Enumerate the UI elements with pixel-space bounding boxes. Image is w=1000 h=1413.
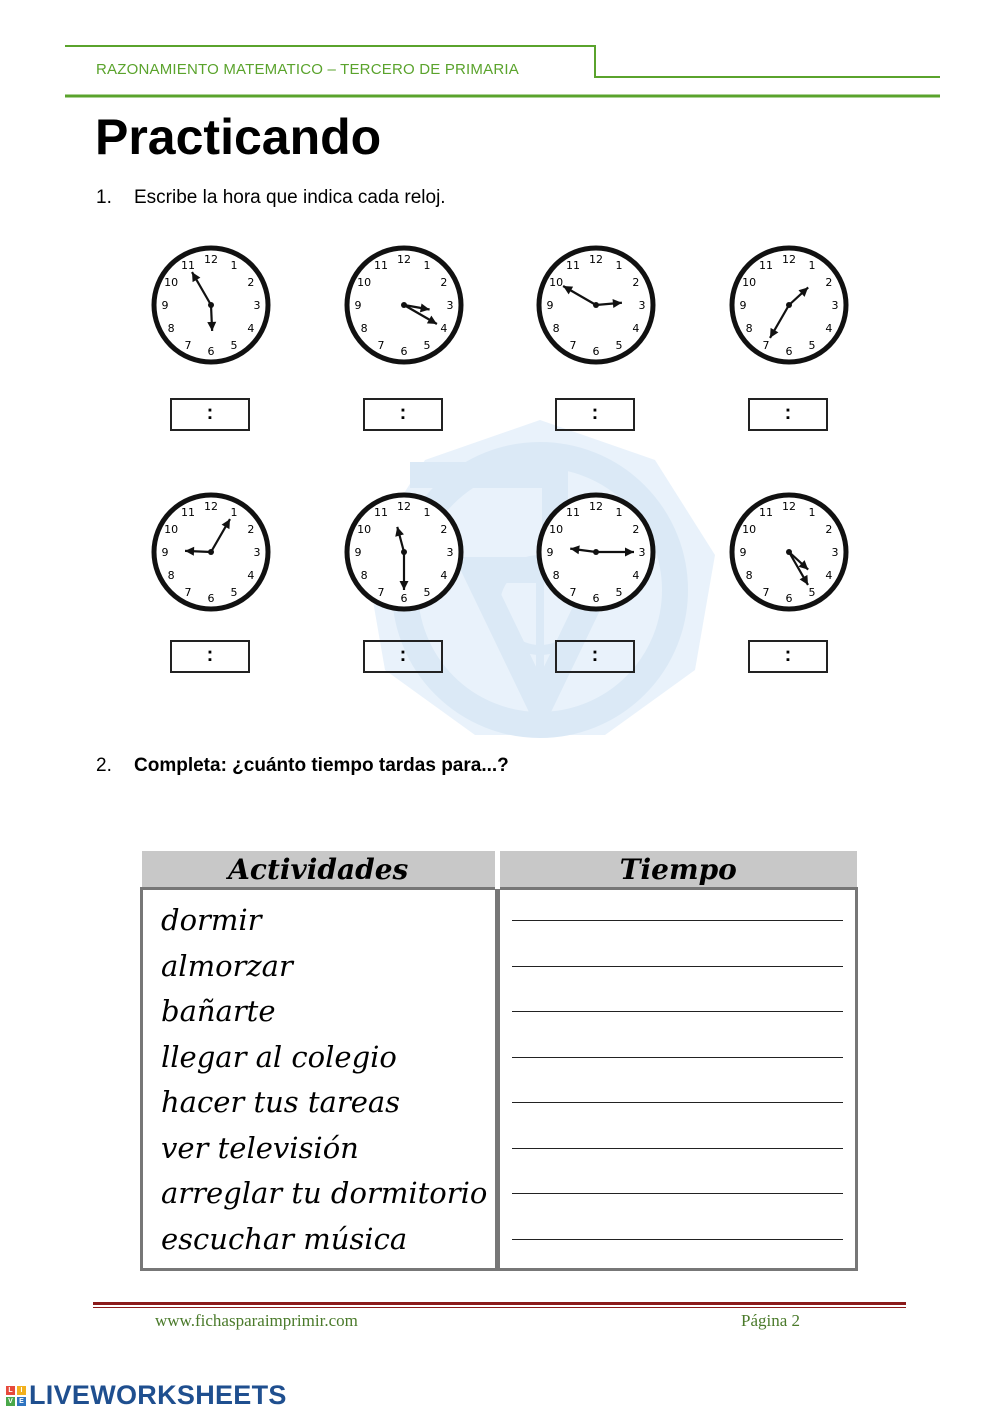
- clock-numeral: 1: [808, 259, 816, 273]
- clock-face: [148, 489, 274, 615]
- clock-numeral: 9: [739, 546, 747, 559]
- clock-numeral: 5: [615, 338, 623, 352]
- time-answer-line[interactable]: [500, 898, 855, 944]
- clock-numeral: 4: [825, 322, 833, 335]
- time-answer-box[interactable]: :: [170, 640, 250, 673]
- time-answer-box[interactable]: :: [748, 398, 828, 431]
- time-answer-line[interactable]: [500, 989, 855, 1035]
- clock-numeral: 4: [632, 569, 640, 582]
- clock-numeral: 6: [785, 345, 793, 358]
- clock-face: [726, 242, 852, 368]
- clock-numeral: 2: [440, 276, 448, 289]
- clock-numeral: 12: [589, 253, 603, 266]
- clock-center: [593, 549, 599, 555]
- clock-numeral: 9: [161, 546, 169, 559]
- question-1-number: 1.: [96, 187, 112, 208]
- clock-numeral: 8: [167, 322, 175, 335]
- time-answer-line[interactable]: [500, 1171, 855, 1217]
- clock-numeral: 10: [164, 276, 179, 289]
- clock-numeral: 1: [615, 506, 623, 520]
- clock-numeral: 4: [825, 569, 833, 582]
- activity-item: escuchar música: [161, 1221, 408, 1256]
- clock-face: [726, 489, 852, 615]
- clock-numeral: 2: [825, 523, 833, 536]
- clock-numeral: 4: [632, 322, 640, 335]
- activity-item: bañarte: [161, 994, 276, 1028]
- clock-numeral: 6: [785, 592, 793, 605]
- clock-numeral: 1: [423, 259, 431, 273]
- clock-numeral: 1: [615, 259, 623, 273]
- clock-numeral: 9: [739, 299, 747, 312]
- clock-numeral: 5: [230, 585, 238, 599]
- activities-header: Actividades: [142, 851, 496, 889]
- time-answer-box[interactable]: :: [555, 640, 635, 673]
- page-number: Página 2: [741, 1311, 801, 1330]
- clock-numeral: 8: [360, 569, 368, 582]
- clock-numeral: 5: [230, 338, 238, 352]
- header-title: RAZONAMIENTO MATEMATICO – TERCERO DE PRIMARIA: [96, 61, 519, 78]
- clock-numeral: 7: [184, 338, 192, 352]
- clock-numeral: 6: [207, 592, 215, 605]
- clock-face: [533, 242, 659, 368]
- page-title: Practicando: [95, 109, 382, 165]
- time-column: [500, 889, 857, 1270]
- time-answer-lines: [500, 890, 855, 1268]
- clock-numeral: 8: [552, 569, 560, 582]
- clock-numeral: 6: [207, 345, 215, 358]
- clock-numeral: 1: [423, 506, 431, 520]
- clock-numeral: 12: [782, 500, 796, 513]
- clock-numeral: 10: [549, 276, 564, 289]
- clock-face: [148, 242, 274, 368]
- clock-center: [208, 302, 214, 308]
- clock-numeral: 11: [374, 506, 388, 520]
- time-answer-box[interactable]: :: [363, 398, 443, 431]
- clock-center: [401, 549, 407, 555]
- question-2-number: 2.: [96, 755, 112, 776]
- clock-numeral: 3: [638, 299, 646, 312]
- clock-numeral: 11: [759, 259, 773, 273]
- clock-center: [208, 549, 214, 555]
- clock-numeral: 12: [397, 253, 411, 266]
- activities-list: [143, 890, 495, 1268]
- clock-numeral: 3: [253, 299, 261, 312]
- clock-numeral: 10: [357, 276, 372, 289]
- clock-face: [341, 242, 467, 368]
- clock-numeral: 1: [808, 506, 816, 520]
- clock-numeral: 9: [546, 546, 554, 559]
- clock-numeral: 5: [423, 338, 431, 352]
- footer-rule: [93, 1302, 906, 1305]
- time-answer-line[interactable]: [500, 1035, 855, 1081]
- clock-numeral: 4: [247, 569, 255, 582]
- clock-numeral: 9: [354, 546, 362, 559]
- clock-numeral: 8: [745, 569, 753, 582]
- time-answer-line[interactable]: [500, 944, 855, 990]
- question-2-text: Completa: ¿cuánto tiempo tardas para...?: [134, 755, 509, 776]
- clock-numeral: 6: [400, 345, 408, 358]
- clock-numeral: 8: [745, 322, 753, 335]
- time-answer-line[interactable]: [500, 1126, 855, 1172]
- clock-numeral: 5: [615, 585, 623, 599]
- clock-center: [593, 302, 599, 308]
- clock-numeral: 11: [181, 506, 195, 520]
- clock-face: [533, 489, 659, 615]
- clock-numeral: 3: [831, 546, 839, 559]
- clock-numeral: 7: [377, 585, 385, 599]
- clock-numeral: 11: [759, 506, 773, 520]
- time-answer-box[interactable]: :: [748, 640, 828, 673]
- clock-numeral: 10: [357, 523, 372, 536]
- clock-numeral: 4: [440, 569, 448, 582]
- clock-face: [341, 489, 467, 615]
- clock-numeral: 2: [632, 276, 640, 289]
- clock-numeral: 6: [400, 592, 408, 605]
- clock-numeral: 2: [825, 276, 833, 289]
- clock-center: [401, 302, 407, 308]
- clock-numeral: 3: [831, 299, 839, 312]
- clock-numeral: 12: [589, 500, 603, 513]
- clock-numeral: 7: [762, 585, 770, 599]
- activity-item: llegar al colegio: [161, 1039, 397, 1074]
- clock-center: [786, 302, 792, 308]
- clock-numeral: 3: [446, 546, 454, 559]
- clock-numeral: 10: [742, 276, 757, 289]
- clock-numeral: 4: [440, 322, 448, 335]
- footer-url: www.fichasparaimprimir.com: [155, 1311, 358, 1330]
- clock-numeral: 8: [360, 322, 368, 335]
- footer-rule-thin: [93, 1307, 906, 1308]
- clock-numeral: 11: [374, 259, 388, 273]
- clock-numeral: 6: [592, 345, 600, 358]
- clock-numeral: 11: [566, 259, 580, 273]
- clock-numeral: 5: [808, 585, 816, 599]
- clock-numeral: 9: [161, 299, 169, 312]
- clock-numeral: 12: [397, 500, 411, 513]
- clock-numeral: 2: [632, 523, 640, 536]
- clock-numeral: 3: [638, 546, 646, 559]
- time-answer-box[interactable]: :: [363, 640, 443, 673]
- liveworksheets-icon: L I V E: [6, 1386, 26, 1406]
- clock-numeral: 10: [164, 523, 179, 536]
- clock-numeral: 12: [204, 253, 218, 266]
- activity-item: almorzar: [161, 948, 293, 983]
- clock-center: [786, 549, 792, 555]
- clock-numeral: 5: [808, 338, 816, 352]
- clock-numeral: 10: [742, 523, 757, 536]
- clock-numeral: 3: [446, 299, 454, 312]
- brand-logo: [6, 1380, 287, 1411]
- clock-numeral: 2: [440, 523, 448, 536]
- clock-numeral: 9: [354, 299, 362, 312]
- clock-numeral: 9: [546, 299, 554, 312]
- clock-numeral: 8: [552, 322, 560, 335]
- clock-numeral: 12: [782, 253, 796, 266]
- clock-numeral: 1: [230, 259, 238, 273]
- activity-item: arreglar tu dormitorio: [161, 1176, 488, 1210]
- activities-column: [142, 889, 496, 1270]
- clock-numeral: 5: [423, 585, 431, 599]
- clock-numeral: 8: [167, 569, 175, 582]
- clock-numeral: 7: [762, 338, 770, 352]
- clock-numeral: 4: [247, 322, 255, 335]
- clock-numeral: 1: [230, 506, 238, 520]
- time-answer-box[interactable]: :: [170, 398, 250, 431]
- activity-item: ver televisión: [161, 1130, 359, 1165]
- time-header: Tiempo: [500, 851, 857, 889]
- time-answer-line[interactable]: [500, 1217, 855, 1263]
- clock-numeral: 7: [377, 338, 385, 352]
- clock-numeral: 2: [247, 523, 255, 536]
- clock-numeral: 6: [592, 592, 600, 605]
- clock-numeral: 7: [184, 585, 192, 599]
- clock-numeral: 7: [569, 585, 577, 599]
- clock-numeral: 10: [549, 523, 564, 536]
- clock-numeral: 7: [569, 338, 577, 352]
- activity-item: dormir: [161, 903, 262, 937]
- brand-name: LIVEWORKSHEETS: [29, 1380, 287, 1410]
- clock-numeral: 3: [253, 546, 261, 559]
- clock-numeral: 11: [181, 259, 195, 273]
- clock-numeral: 12: [204, 500, 218, 513]
- activity-item: hacer tus tareas: [161, 1085, 401, 1119]
- clock-numeral: 2: [247, 276, 255, 289]
- question-1-text: Escribe la hora que indica cada reloj.: [134, 187, 446, 208]
- header-rule: [0, 0, 1000, 110]
- time-answer-line[interactable]: [500, 1080, 855, 1126]
- clock-numeral: 11: [566, 506, 580, 520]
- time-answer-box[interactable]: :: [555, 398, 635, 431]
- activities-table: [140, 851, 858, 1271]
